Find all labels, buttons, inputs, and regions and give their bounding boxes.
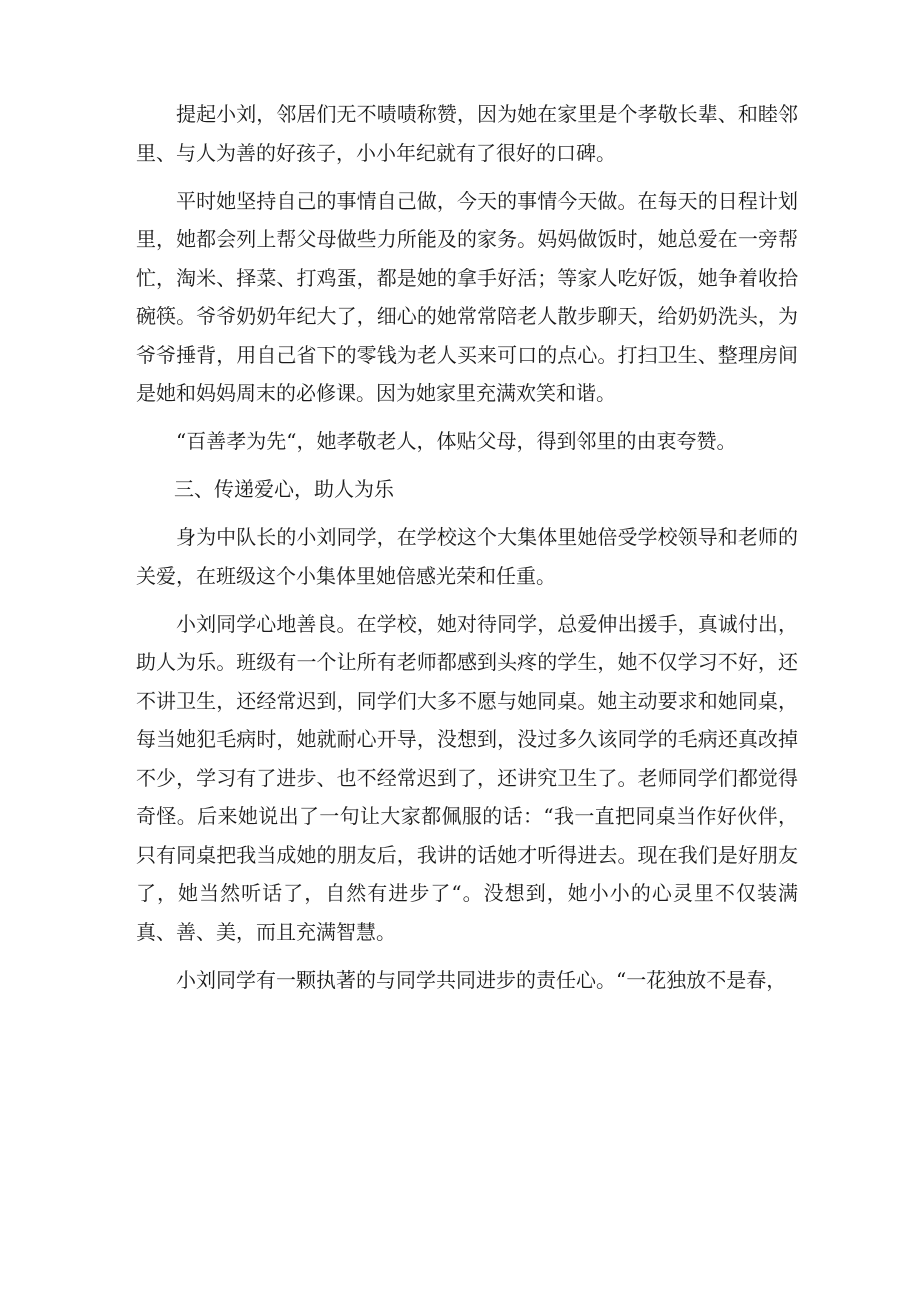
paragraph-kind-heart: 小刘同学心地善良。在学校，她对待同学，总爱伸出援手，真诚付出，助人为乐。班级有一个让所有老师都感到头疼的学生，她不仅学习不好，还不讲卫生，还经常迟到，同学们大多不愿与她同桌。她主动要求和她同桌，每当她犯毛病时，她就耐心开导，没想到，没过多久该同学的毛病还真改掉不少，学习有了进步、也不经常迟到了，还讲究卫生了。老师同学们都觉得奇怪。后来她说出了一句让大家都佩服的话：“我一直把同桌当作好伙伴，只有同桌把我当成她的朋友后，我讲的话她才听得进去。现在我们是好朋友了，她当然听话了，自然有进步了“。没想到，她小小的心灵里不仅装满真、善、美，而且充满智慧。	[136, 611, 798, 944]
document-body	[136, 95, 798, 1009]
paragraph-housework: 平时她坚持自己的事情自己做，今天的事情今天做。在每天的日程计划里，她都会列上帮父母做些力所能及的家务。妈妈做饭时，她总爱在一旁帮忙，淘米、择菜、打鸡蛋，都是她的拿手好活；等家人吃好饭，她争着收拾碗筷。爷爷奶奶年纪大了，细心的她常常陪老人散步聊天，给奶奶洗头，为爷爷捶背，用自己省下的零钱为老人买来可口的点心。打扫卫生、整理房间是她和妈妈周末的必修课。因为她家里充满欢笑和谐。	[136, 188, 798, 405]
paragraph-neighbors-praise: 提起小刘，邻居们无不啧啧称赞，因为她在家里是个孝敬长辈、和睦邻里、与人为善的好孩子，小小年纪就有了很好的口碑。	[136, 102, 798, 165]
paragraph-responsibility: 小刘同学有一颗执著的与同学共同进步的责任心。“一花独放不是春，	[176, 967, 787, 992]
section-heading-3: 三、传递爱心，助人为乐	[174, 477, 394, 501]
paragraph-squad-leader: 身为中队长的小刘同学，在学校这个大集体里她倍受学校领导和老师的关爱，在班级这个小集体里她倍感光荣和任重。	[136, 525, 798, 588]
paragraph-filial-piety-quote: “百善孝为先“，她孝敬老人，体贴父母，得到邻里的由衷夸赞。	[176, 429, 737, 453]
